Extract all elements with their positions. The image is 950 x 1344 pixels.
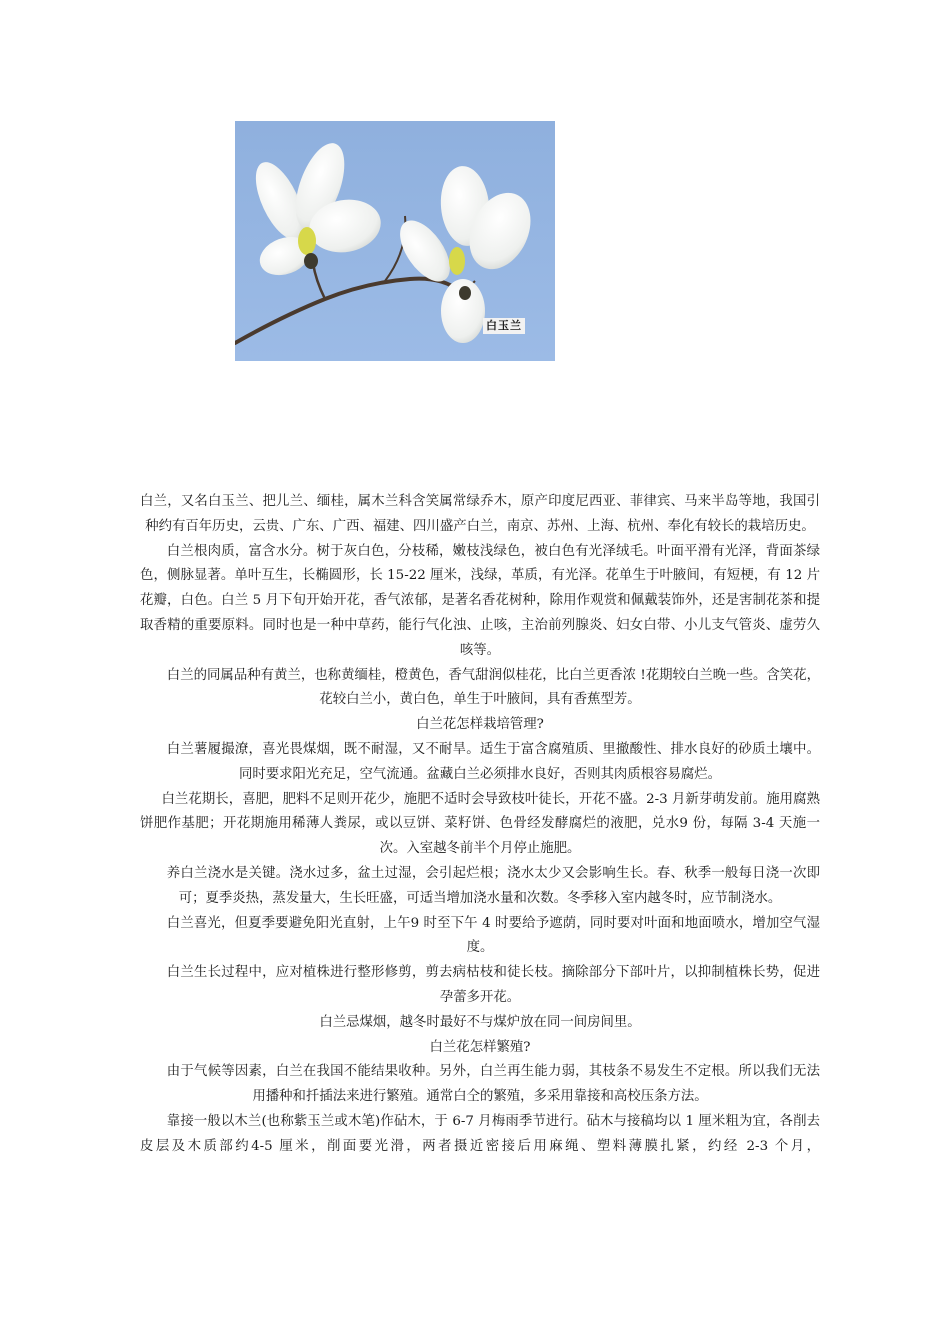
paragraph-watering: 养白兰浇水是关键。浇水过多，盆土过湿，会引起烂根；浇水太少又会影响生长。春、秋季一般每日浇一次即可；夏季炎热，蒸发量大，生长旺盛，可适当增加浇水量和次数。冬季移入室内越冬时，应节制浇水。 [166, 865, 820, 906]
section-heading-propagation: 白兰花怎样繁殖? [429, 1039, 531, 1055]
paragraph-smoke: 白兰忌煤烟，越冬时最好不与煤炉放在同一间房间里。 [319, 1014, 641, 1030]
paragraph-morphology: 白兰根肉质，富含水分。树于灰白色，分枝稀，嫩枝浅绿色，被白色有光泽绒毛。叶面平滑有光泽，背面茶绿色，侧脉显著。单叶互生，长椭圆形，长 15-22 厘米，浅绿，革质，有光泽。花单生于叶腋间，有短梗，有 12 片花瓣，白色。白兰 5 月下旬开始开花，香气浓郁，是著名香花树种，除用作观赏和佩戴装饰外，还是害制花茶和提取香精的重要原料。同时也是一种中草药，能行气化浊、止咳，主治前列腺炎、妇女白带、小儿支气管炎、虚劳久咳等。 [140, 543, 820, 658]
paragraph-soil: 白兰薯履撮潦，喜光畏煤烟，既不耐湿，又不耐旱。适生于富含腐殖质、里撤酸性、排水良好的砂质土壤中。同时要求阳光充足，空气流通。盆藏白兰必须排水良好，否则其肉质根容易腐烂。 [166, 741, 820, 782]
paragraph-pruning: 白兰生长过程中，应对植株进行整形修剪，剪去病枯枝和徒长枝。摘除部分下部叶片，以抑制植株长势，促进孕蕾多开花。 [166, 965, 820, 1005]
paragraph-intro: 白兰，又名白玉兰、把儿兰、缅桂，属木兰科含笑属常绿乔木，原产印度尼西亚、菲律宾、马来半岛等地，我国引种约有百年历史，云贵、广东、广西、福建、四川盛产白兰，南京、苏州、上海、杭州、奉化有较长的栽培历史。 [140, 494, 820, 534]
paragraph-propagation-intro: 由于气候等因素，白兰在我国不能结果收种。另外，白兰再生能力弱，其枝条不易发生不定根。所以我们无法用播种和扦插法来进行繁殖。通常白仝的繁殖，多采用靠接和高校压条方法。 [166, 1064, 820, 1105]
paragraph-grafting: 靠接一般以木兰(也称紫玉兰或木笔)作砧木，于 6-7 月梅雨季节进行。砧木与接稿均以 1 厘米粗为宜，各削去皮层及木质部约4-5 厘米，削面要光滑，两者摄近密接后用麻绳、塑料薄膜扎紧，约经 2-3 个月， [140, 1113, 820, 1154]
section-heading-cultivation: 白兰花怎样栽培管理? [416, 717, 544, 733]
paragraph-fertilizer: 白兰花期长，喜肥，肥料不足则开花少，施肥不适时会导致枝叶徒长，开花不盛。2-3 月新芽萌发前。施用腐熟饼肥作基肥；开花期施用稀薄人粪尿，或以豆饼、菜籽饼、色骨经发酵腐烂的液肥，兑水9 份，每隔 3-4 天施一次。入室越冬前半个月停止施肥。 [140, 791, 820, 857]
paragraph-light: 白兰喜光，但夏季要避免阳光直射，上午9 时至下午 4 时要给予遮荫，同时要对叶面和地面喷水，增加空气湿度。 [166, 915, 820, 956]
paragraph-related-species: 白兰的同属品种有黄兰，也称黄缅桂，橙黄色，香气甜润似桂花，比白兰更香浓 !花期较白兰晚一些。含笑花，花较白兰小，黄白色，单生于叶腋间，具有香蕉型芳。 [166, 667, 820, 708]
photo-caption: 白玉兰 [483, 318, 525, 334]
article-body [140, 490, 820, 1160]
